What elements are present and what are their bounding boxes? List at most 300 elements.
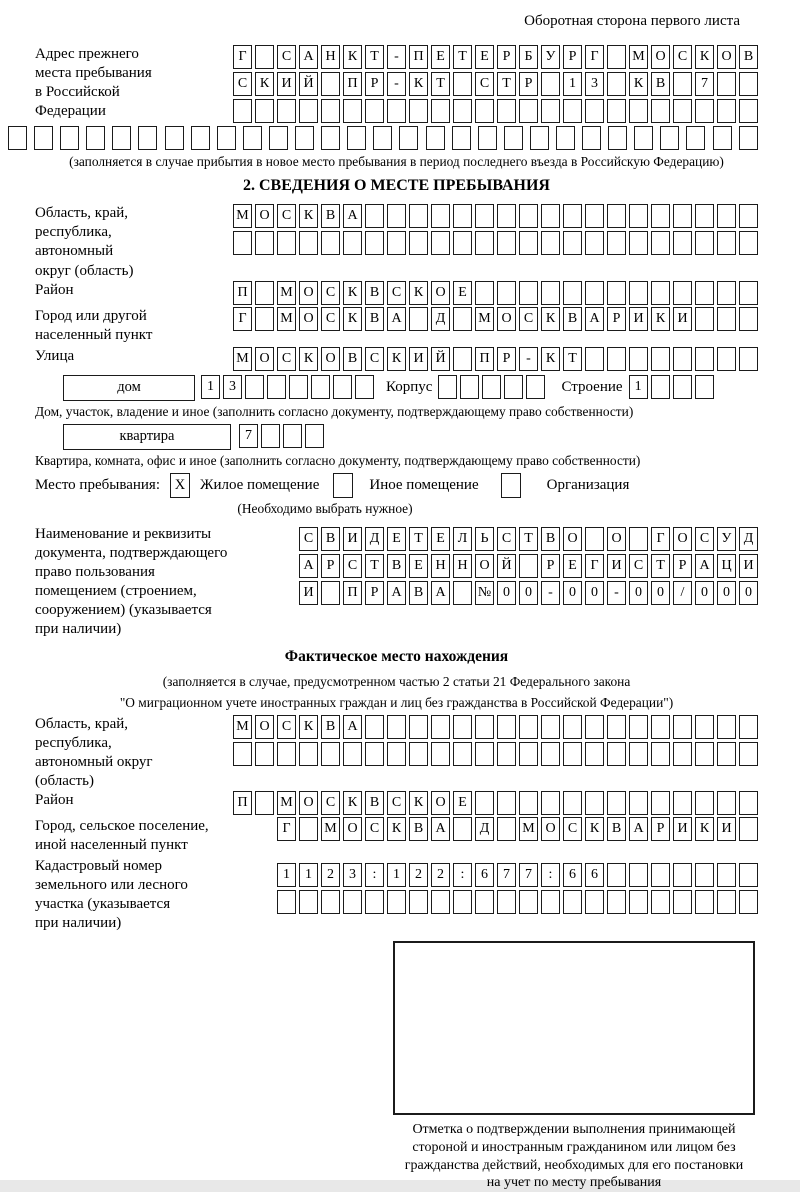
char-box[interactable]: К [299, 715, 318, 739]
char-box[interactable] [519, 231, 538, 255]
char-box[interactable]: С [475, 72, 494, 96]
char-box[interactable]: В [387, 554, 406, 578]
char-box[interactable]: 0 [695, 581, 714, 605]
char-box[interactable]: К [585, 817, 604, 841]
char-box[interactable]: - [387, 45, 406, 69]
char-box[interactable] [673, 72, 692, 96]
char-box[interactable] [629, 890, 648, 914]
char-box[interactable] [629, 863, 648, 887]
char-box[interactable] [695, 742, 714, 766]
apartment-type-field[interactable]: квартира [63, 424, 231, 450]
char-box[interactable]: 6 [585, 863, 604, 887]
char-box[interactable] [695, 231, 714, 255]
char-box[interactable] [409, 231, 428, 255]
char-box[interactable] [255, 307, 274, 331]
char-box[interactable]: К [299, 347, 318, 371]
char-box[interactable]: О [255, 715, 274, 739]
char-box[interactable] [261, 424, 280, 448]
char-box[interactable]: О [255, 204, 274, 228]
char-box[interactable] [717, 715, 736, 739]
char-box[interactable] [431, 204, 450, 228]
char-box[interactable] [243, 126, 262, 150]
char-box[interactable] [233, 742, 252, 766]
char-box[interactable] [739, 281, 758, 305]
char-box[interactable] [585, 527, 604, 551]
char-box[interactable]: В [365, 791, 384, 815]
char-box[interactable] [365, 204, 384, 228]
char-box[interactable] [607, 890, 626, 914]
char-box[interactable]: 2 [321, 863, 340, 887]
char-box[interactable]: В [739, 45, 758, 69]
char-box[interactable]: М [233, 204, 252, 228]
char-box[interactable]: К [343, 307, 362, 331]
char-box[interactable] [504, 375, 523, 399]
char-box[interactable] [504, 126, 523, 150]
char-box[interactable]: В [321, 204, 340, 228]
char-box[interactable]: М [277, 307, 296, 331]
char-box[interactable] [717, 347, 736, 371]
char-box[interactable]: Т [519, 527, 538, 551]
char-box[interactable] [431, 231, 450, 255]
char-box[interactable] [651, 347, 670, 371]
char-box[interactable]: : [453, 863, 472, 887]
char-box[interactable] [717, 742, 736, 766]
char-box[interactable]: С [519, 307, 538, 331]
char-box[interactable]: А [431, 817, 450, 841]
char-box[interactable] [365, 99, 384, 123]
char-box[interactable]: Р [563, 45, 582, 69]
char-box[interactable]: К [695, 817, 714, 841]
char-box[interactable]: О [255, 347, 274, 371]
char-box[interactable]: М [277, 791, 296, 815]
char-box[interactable] [629, 99, 648, 123]
char-box[interactable]: И [673, 307, 692, 331]
char-box[interactable] [519, 715, 538, 739]
char-box[interactable] [347, 126, 366, 150]
char-box[interactable]: Б [519, 45, 538, 69]
char-box[interactable] [86, 126, 105, 150]
char-box[interactable] [607, 347, 626, 371]
char-box[interactable]: 1 [563, 72, 582, 96]
char-box[interactable]: К [541, 347, 560, 371]
char-box[interactable]: Д [475, 817, 494, 841]
char-box[interactable]: 3 [585, 72, 604, 96]
char-box[interactable] [526, 375, 545, 399]
char-box[interactable]: 7 [497, 863, 516, 887]
char-box[interactable] [333, 375, 352, 399]
char-box[interactable]: К [343, 791, 362, 815]
char-box[interactable] [673, 375, 692, 399]
char-box[interactable] [497, 281, 516, 305]
char-box[interactable]: 2 [409, 863, 428, 887]
char-box[interactable]: Д [365, 527, 384, 551]
char-box[interactable] [673, 99, 692, 123]
char-box[interactable] [277, 742, 296, 766]
char-box[interactable] [563, 281, 582, 305]
char-box[interactable] [8, 126, 27, 150]
char-box[interactable] [355, 375, 374, 399]
char-box[interactable] [475, 890, 494, 914]
char-box[interactable] [541, 890, 560, 914]
char-box[interactable]: С [365, 347, 384, 371]
char-box[interactable] [673, 281, 692, 305]
char-box[interactable] [585, 204, 604, 228]
char-box[interactable] [409, 99, 428, 123]
char-box[interactable]: 1 [629, 375, 648, 399]
char-box[interactable] [660, 126, 679, 150]
char-box[interactable] [739, 817, 758, 841]
char-box[interactable] [607, 99, 626, 123]
char-box[interactable]: О [651, 45, 670, 69]
char-box[interactable]: Р [365, 581, 384, 605]
char-box[interactable] [739, 791, 758, 815]
char-box[interactable]: В [321, 715, 340, 739]
char-box[interactable]: А [431, 581, 450, 605]
char-box[interactable] [191, 126, 210, 150]
char-box[interactable] [269, 126, 288, 150]
char-box[interactable]: В [343, 347, 362, 371]
char-box[interactable]: 3 [223, 375, 242, 399]
char-box[interactable]: О [299, 791, 318, 815]
char-box[interactable] [541, 791, 560, 815]
char-box[interactable] [387, 890, 406, 914]
char-box[interactable] [460, 375, 479, 399]
char-box[interactable] [651, 791, 670, 815]
char-box[interactable] [409, 890, 428, 914]
char-box[interactable] [695, 791, 714, 815]
char-box[interactable]: Е [431, 527, 450, 551]
char-box[interactable] [267, 375, 286, 399]
char-box[interactable]: Н [321, 45, 340, 69]
char-box[interactable] [34, 126, 53, 150]
char-box[interactable]: И [717, 817, 736, 841]
char-box[interactable]: С [321, 281, 340, 305]
char-box[interactable]: О [431, 791, 450, 815]
char-box[interactable]: : [365, 863, 384, 887]
char-box[interactable]: К [651, 307, 670, 331]
char-box[interactable]: Т [365, 554, 384, 578]
char-box[interactable] [453, 231, 472, 255]
char-box[interactable]: Е [563, 554, 582, 578]
char-box[interactable] [295, 126, 314, 150]
char-box[interactable] [713, 126, 732, 150]
char-box[interactable]: В [409, 581, 428, 605]
char-box[interactable] [453, 742, 472, 766]
char-box[interactable]: К [409, 281, 428, 305]
char-box[interactable] [563, 99, 582, 123]
char-box[interactable] [717, 281, 736, 305]
char-box[interactable] [607, 791, 626, 815]
char-box[interactable]: К [299, 204, 318, 228]
char-box[interactable] [629, 281, 648, 305]
char-box[interactable] [585, 890, 604, 914]
char-box[interactable] [585, 99, 604, 123]
char-box[interactable]: О [497, 307, 516, 331]
char-box[interactable]: К [343, 45, 362, 69]
char-box[interactable] [321, 126, 340, 150]
char-box[interactable]: И [607, 554, 626, 578]
char-box[interactable]: О [607, 527, 626, 551]
char-box[interactable]: Р [673, 554, 692, 578]
char-box[interactable]: Е [453, 791, 472, 815]
char-box[interactable]: Р [365, 72, 384, 96]
char-box[interactable] [519, 791, 538, 815]
char-box[interactable] [541, 742, 560, 766]
char-box[interactable]: В [651, 72, 670, 96]
char-box[interactable] [321, 231, 340, 255]
char-box[interactable]: 1 [299, 863, 318, 887]
char-box[interactable]: И [277, 72, 296, 96]
char-box[interactable]: Й [299, 72, 318, 96]
char-box[interactable] [497, 817, 516, 841]
char-box[interactable]: В [541, 527, 560, 551]
char-box[interactable] [343, 231, 362, 255]
char-box[interactable]: / [673, 581, 692, 605]
char-box[interactable] [629, 347, 648, 371]
char-box[interactable]: Й [497, 554, 516, 578]
char-box[interactable]: Г [233, 307, 252, 331]
char-box[interactable]: Т [563, 347, 582, 371]
char-box[interactable] [475, 204, 494, 228]
char-box[interactable] [651, 890, 670, 914]
char-box[interactable]: - [541, 581, 560, 605]
char-box[interactable] [563, 715, 582, 739]
char-box[interactable] [519, 742, 538, 766]
char-box[interactable] [634, 126, 653, 150]
char-box[interactable]: Т [651, 554, 670, 578]
char-box[interactable] [541, 281, 560, 305]
char-box[interactable]: С [321, 307, 340, 331]
char-box[interactable] [138, 126, 157, 150]
char-box[interactable]: Д [431, 307, 450, 331]
char-box[interactable]: С [233, 72, 252, 96]
char-box[interactable] [299, 817, 318, 841]
char-box[interactable]: В [607, 817, 626, 841]
char-box[interactable] [563, 791, 582, 815]
char-box[interactable] [563, 204, 582, 228]
char-box[interactable]: С [387, 791, 406, 815]
char-box[interactable] [607, 204, 626, 228]
char-box[interactable] [585, 281, 604, 305]
char-box[interactable]: Р [541, 554, 560, 578]
char-box[interactable]: Г [585, 554, 604, 578]
char-box[interactable] [585, 791, 604, 815]
char-box[interactable]: У [541, 45, 560, 69]
char-box[interactable]: Ц [717, 554, 736, 578]
char-box[interactable] [629, 715, 648, 739]
char-box[interactable] [321, 581, 340, 605]
char-box[interactable] [475, 742, 494, 766]
char-box[interactable] [497, 742, 516, 766]
char-box[interactable]: О [563, 527, 582, 551]
char-box[interactable] [739, 347, 758, 371]
char-box[interactable] [453, 817, 472, 841]
char-box[interactable]: Е [475, 45, 494, 69]
char-box[interactable]: Г [585, 45, 604, 69]
char-box[interactable] [651, 231, 670, 255]
char-box[interactable]: О [431, 281, 450, 305]
char-box[interactable] [651, 375, 670, 399]
char-box[interactable]: М [233, 715, 252, 739]
char-box[interactable]: В [563, 307, 582, 331]
char-box[interactable] [453, 347, 472, 371]
char-box[interactable] [299, 742, 318, 766]
char-box[interactable]: - [519, 347, 538, 371]
char-box[interactable]: И [409, 347, 428, 371]
char-box[interactable] [585, 231, 604, 255]
char-box[interactable]: Р [497, 347, 516, 371]
char-box[interactable] [453, 72, 472, 96]
char-box[interactable] [717, 791, 736, 815]
char-box[interactable]: О [299, 307, 318, 331]
char-box[interactable] [112, 126, 131, 150]
char-box[interactable]: Н [431, 554, 450, 578]
char-box[interactable]: 1 [201, 375, 220, 399]
char-box[interactable] [695, 281, 714, 305]
char-box[interactable]: 0 [563, 581, 582, 605]
char-box[interactable] [695, 99, 714, 123]
char-box[interactable]: М [475, 307, 494, 331]
char-box[interactable]: В [321, 527, 340, 551]
char-box[interactable]: К [387, 817, 406, 841]
char-box[interactable]: О [475, 554, 494, 578]
char-box[interactable] [217, 126, 236, 150]
char-box[interactable] [541, 99, 560, 123]
char-box[interactable]: В [365, 307, 384, 331]
char-box[interactable]: К [387, 347, 406, 371]
char-box[interactable] [739, 126, 758, 150]
char-box[interactable]: Е [387, 527, 406, 551]
char-box[interactable]: П [409, 45, 428, 69]
char-box[interactable]: 7 [239, 424, 258, 448]
char-box[interactable]: 7 [695, 72, 714, 96]
char-box[interactable]: - [387, 72, 406, 96]
char-box[interactable]: А [343, 204, 362, 228]
char-box[interactable] [343, 742, 362, 766]
char-box[interactable] [431, 715, 450, 739]
char-box[interactable] [387, 204, 406, 228]
char-box[interactable] [563, 890, 582, 914]
char-box[interactable]: С [277, 204, 296, 228]
char-box[interactable] [556, 126, 575, 150]
char-box[interactable] [673, 863, 692, 887]
char-box[interactable] [541, 204, 560, 228]
char-box[interactable] [739, 72, 758, 96]
char-box[interactable] [289, 375, 308, 399]
char-box[interactable] [739, 863, 758, 887]
char-box[interactable]: 0 [497, 581, 516, 605]
char-box[interactable]: У [717, 527, 736, 551]
char-box[interactable]: С [277, 45, 296, 69]
char-box[interactable] [475, 99, 494, 123]
house-type-field[interactable]: дом [63, 375, 195, 401]
char-box[interactable] [563, 742, 582, 766]
char-box[interactable] [739, 890, 758, 914]
char-box[interactable]: С [321, 791, 340, 815]
char-box[interactable]: М [629, 45, 648, 69]
char-box[interactable] [283, 424, 302, 448]
char-box[interactable] [255, 742, 274, 766]
char-box[interactable]: Г [651, 527, 670, 551]
char-box[interactable]: О [299, 281, 318, 305]
char-box[interactable]: К [629, 72, 648, 96]
char-box[interactable]: № [475, 581, 494, 605]
char-box[interactable] [452, 126, 471, 150]
char-box[interactable] [673, 715, 692, 739]
char-box[interactable] [277, 99, 296, 123]
char-box[interactable]: Р [607, 307, 626, 331]
char-box[interactable]: Г [233, 45, 252, 69]
char-box[interactable] [563, 231, 582, 255]
char-box[interactable] [453, 99, 472, 123]
char-box[interactable] [255, 99, 274, 123]
char-box[interactable] [607, 281, 626, 305]
char-box[interactable] [321, 99, 340, 123]
char-box[interactable] [582, 126, 601, 150]
char-box[interactable]: О [321, 347, 340, 371]
char-box[interactable]: - [607, 581, 626, 605]
char-box[interactable] [541, 72, 560, 96]
char-box[interactable] [365, 715, 384, 739]
char-box[interactable] [497, 791, 516, 815]
char-box[interactable] [431, 890, 450, 914]
char-box[interactable] [651, 281, 670, 305]
char-box[interactable] [673, 742, 692, 766]
char-box[interactable] [343, 99, 362, 123]
char-box[interactable] [255, 281, 274, 305]
char-box[interactable]: Л [453, 527, 472, 551]
char-box[interactable] [739, 231, 758, 255]
char-box[interactable] [717, 72, 736, 96]
char-box[interactable] [365, 890, 384, 914]
char-box[interactable]: К [343, 281, 362, 305]
char-box[interactable] [585, 347, 604, 371]
char-box[interactable]: К [255, 72, 274, 96]
char-box[interactable] [717, 307, 736, 331]
char-box[interactable] [739, 204, 758, 228]
char-box[interactable]: Д [739, 527, 758, 551]
char-box[interactable] [585, 715, 604, 739]
char-box[interactable]: О [541, 817, 560, 841]
char-box[interactable] [255, 231, 274, 255]
char-box[interactable]: 0 [585, 581, 604, 605]
char-box[interactable]: С [299, 527, 318, 551]
char-box[interactable] [453, 581, 472, 605]
char-box[interactable] [277, 890, 296, 914]
char-box[interactable] [60, 126, 79, 150]
char-box[interactable] [717, 890, 736, 914]
char-box[interactable] [739, 715, 758, 739]
char-box[interactable]: А [343, 715, 362, 739]
char-box[interactable]: И [343, 527, 362, 551]
char-box[interactable]: А [387, 581, 406, 605]
char-box[interactable] [651, 99, 670, 123]
char-box[interactable] [373, 126, 392, 150]
char-box[interactable] [453, 715, 472, 739]
char-box[interactable]: С [497, 527, 516, 551]
char-box[interactable]: К [695, 45, 714, 69]
char-box[interactable]: Т [409, 527, 428, 551]
char-box[interactable] [673, 204, 692, 228]
char-box[interactable] [255, 791, 274, 815]
char-box[interactable] [608, 126, 627, 150]
char-box[interactable]: 1 [387, 863, 406, 887]
char-box[interactable] [673, 890, 692, 914]
char-box[interactable]: С [629, 554, 648, 578]
char-box[interactable]: С [343, 554, 362, 578]
char-box[interactable]: Р [519, 72, 538, 96]
char-box[interactable]: М [233, 347, 252, 371]
